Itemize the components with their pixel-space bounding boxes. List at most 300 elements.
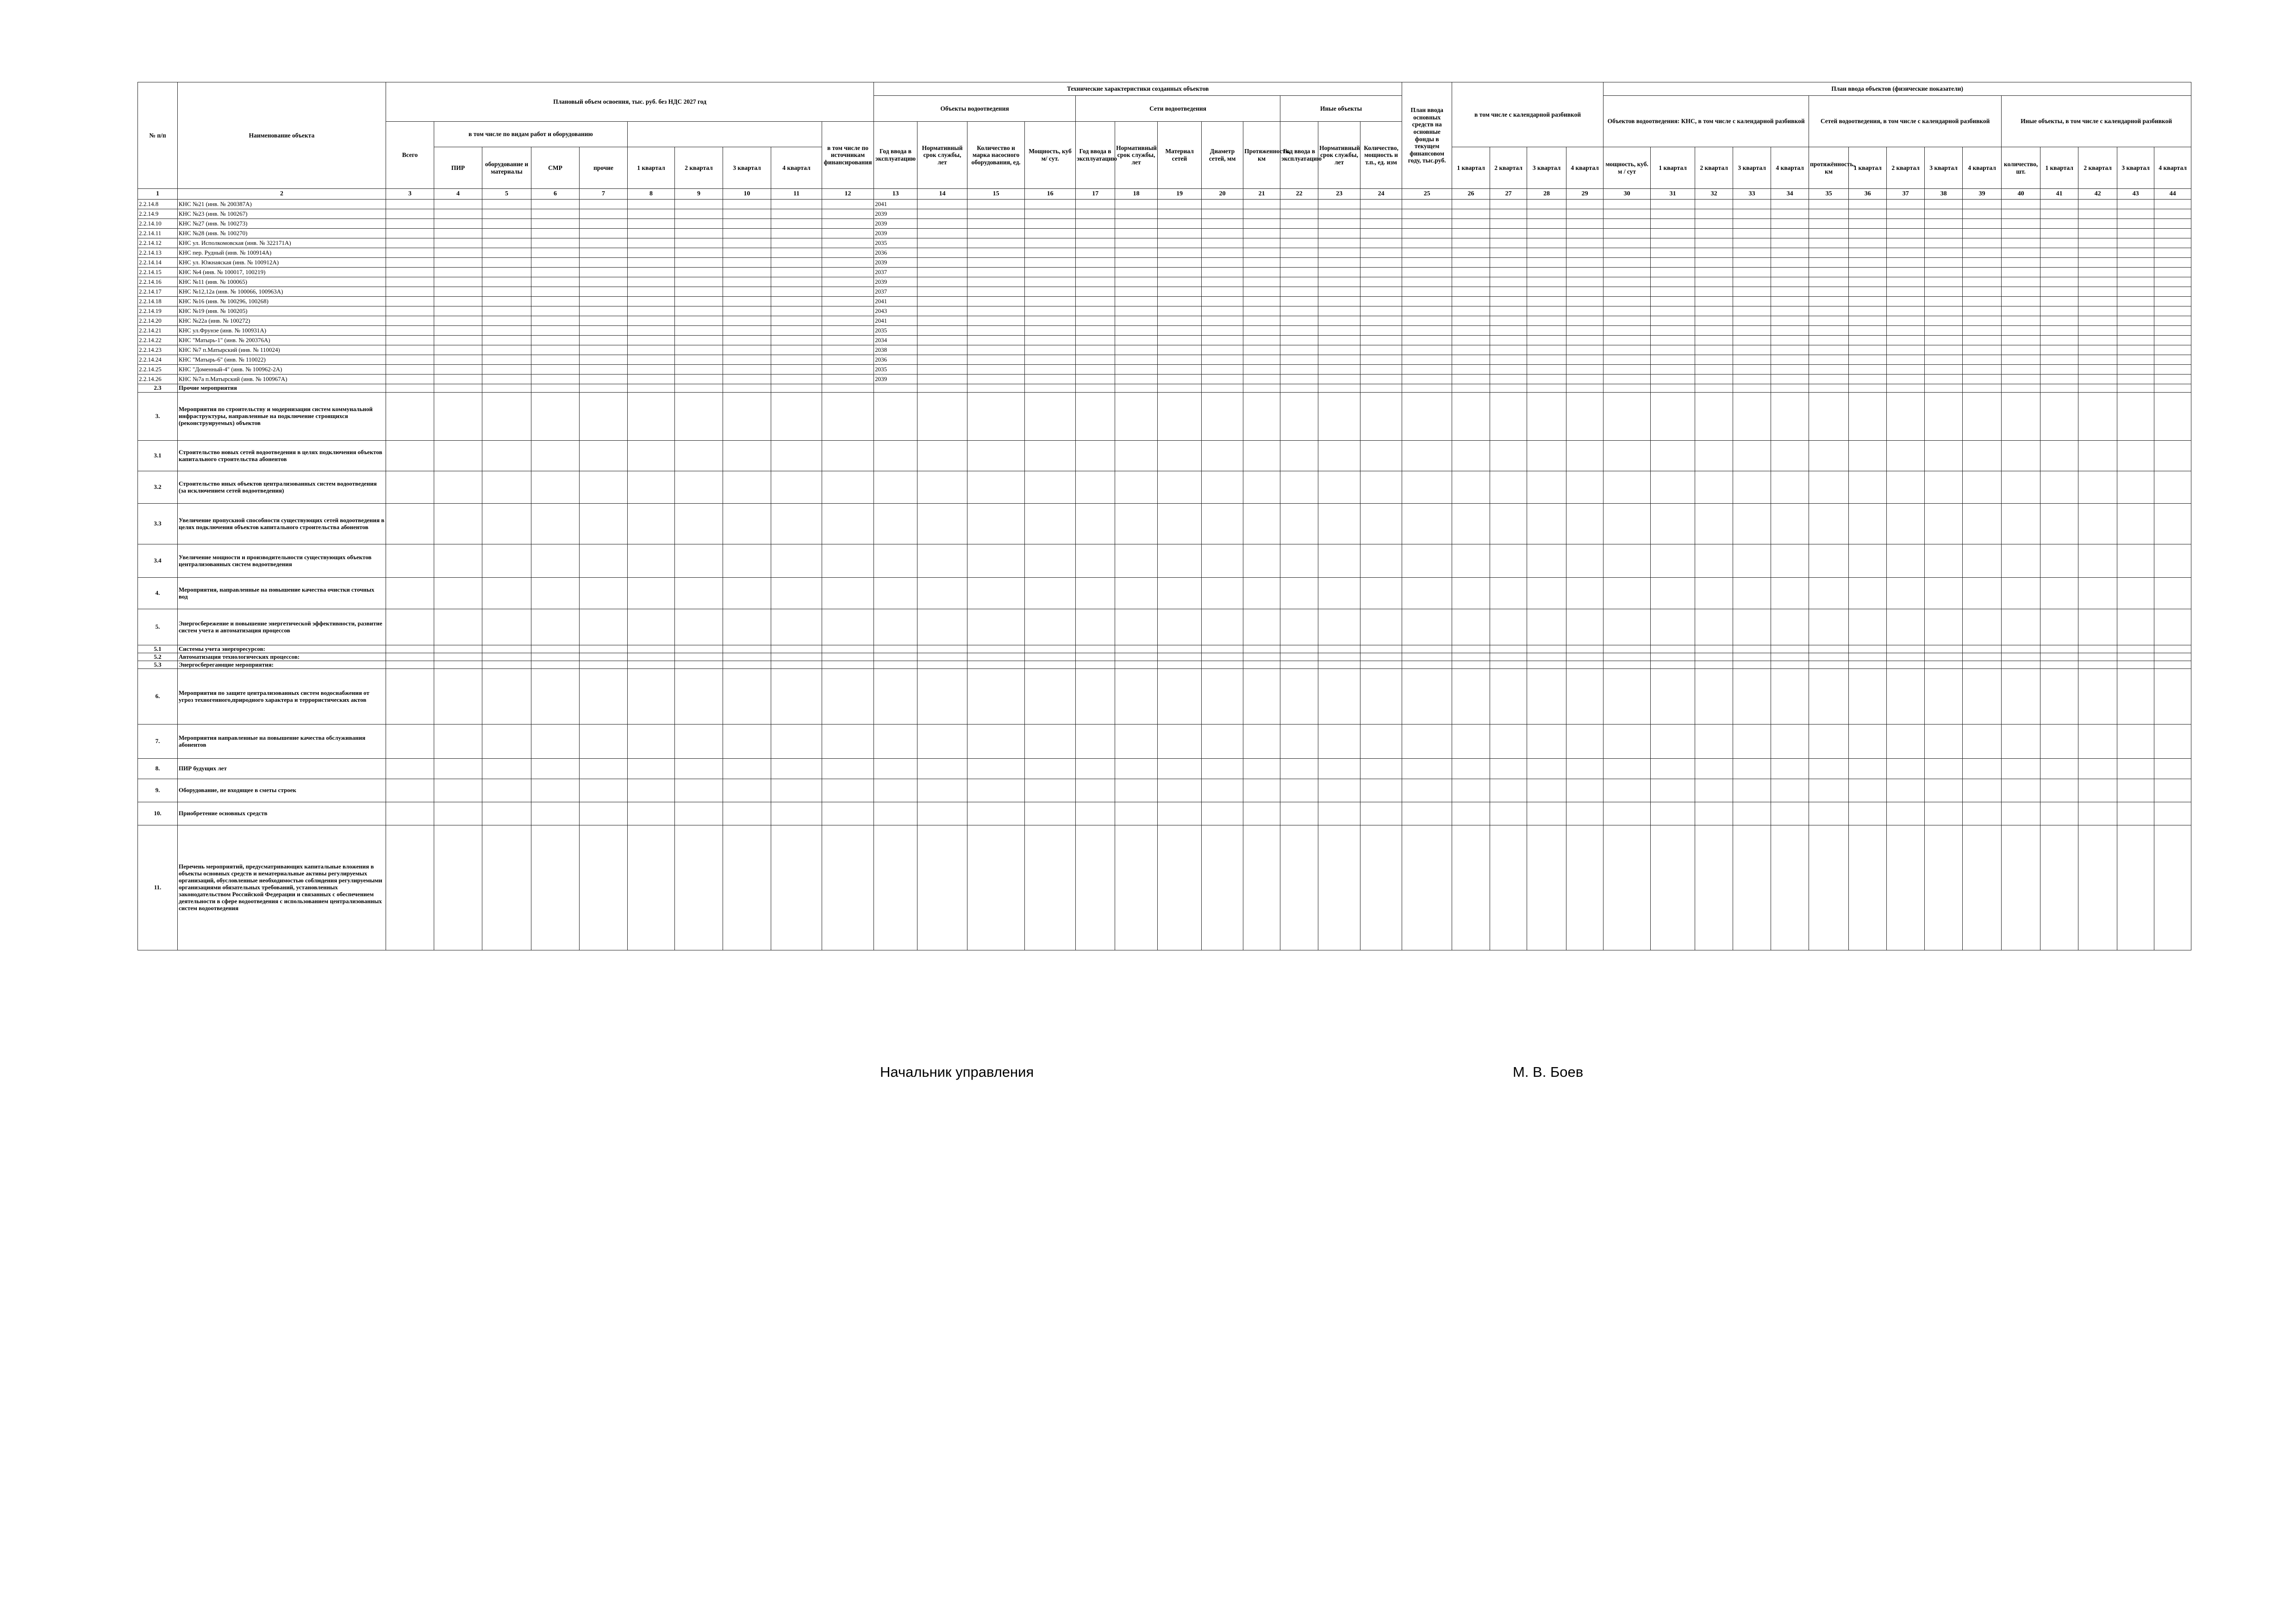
table-cell <box>1651 297 1695 306</box>
row-name: Перечень мероприятий, предусматривающих капитальные вложения в объекты основных средств и нематериальные активы регулируемых организаций, обусловленные необходимостью соблюдения регулируемыми организациями обязательных требований, установленных законодательством Российской Федерации и связанных с обеспечением деятельности в сфере водоотведения с использованием централизованных систем водоотведения <box>178 825 386 950</box>
table-cell <box>675 609 723 645</box>
table-cell <box>917 229 967 238</box>
table-cell <box>386 229 434 238</box>
table-cell <box>1280 297 1318 306</box>
table-cell <box>1695 219 1733 229</box>
table-cell <box>1695 287 1733 297</box>
table-cell <box>1566 336 1603 345</box>
table-cell <box>1360 297 1402 306</box>
table-cell <box>1025 268 1076 277</box>
table-cell <box>771 297 822 306</box>
table-cell <box>1849 759 1887 779</box>
table-cell <box>675 578 723 609</box>
table-cell <box>580 471 628 504</box>
table-cell <box>1733 384 1771 393</box>
table-cell <box>1925 609 1963 645</box>
table-cell <box>1527 645 1566 653</box>
table-cell <box>2040 200 2078 209</box>
table-cell <box>2002 306 2040 316</box>
table-cell <box>1025 297 1076 306</box>
table-cell <box>1925 661 1963 669</box>
table-cell <box>2154 669 2191 725</box>
table-cell <box>917 306 967 316</box>
table-cell <box>967 297 1025 306</box>
table-cell <box>1158 609 1202 645</box>
table-cell <box>1771 306 1809 316</box>
table-cell <box>967 200 1025 209</box>
header-cq4: 4 квартал <box>1566 147 1603 189</box>
table-cell <box>1603 725 1651 759</box>
table-cell <box>1887 209 1925 219</box>
table-cell <box>1280 277 1318 287</box>
table-cell <box>2002 544 2040 578</box>
table-cell <box>771 355 822 365</box>
table-cell <box>580 661 628 669</box>
table-cell <box>1566 277 1603 287</box>
table-cell <box>1651 345 1695 355</box>
table-cell <box>482 609 531 645</box>
table-cell <box>531 316 580 326</box>
table-cell <box>2040 297 2078 306</box>
table-cell <box>917 544 967 578</box>
table-cell <box>1402 725 1452 759</box>
table-cell <box>1076 669 1115 725</box>
table-cell <box>2117 306 2154 316</box>
table-cell <box>1809 544 1849 578</box>
table-cell <box>1603 661 1651 669</box>
table-cell <box>1243 725 1280 759</box>
row-name: КНС №12,12а (инв. № 100066, 100963А) <box>178 287 386 297</box>
table-cell <box>723 248 771 258</box>
table-cell <box>771 441 822 471</box>
table-cell <box>2040 316 2078 326</box>
table-cell <box>1402 238 1452 248</box>
table-cell <box>1733 345 1771 355</box>
table-cell <box>580 578 628 609</box>
table-cell <box>822 653 874 661</box>
table-cell <box>1887 779 1925 802</box>
table-cell <box>1360 384 1402 393</box>
table-cell <box>1771 297 1809 306</box>
table-cell <box>967 669 1025 725</box>
table-cell <box>1452 661 1490 669</box>
table-cell <box>1887 365 1925 375</box>
table-cell <box>628 471 675 504</box>
table-cell <box>1318 345 1360 355</box>
table-cell <box>1809 661 1849 669</box>
table-cell <box>1115 544 1158 578</box>
table-cell <box>771 238 822 248</box>
table-cell <box>482 365 531 375</box>
table-cell <box>1490 578 1527 609</box>
table-cell <box>434 336 482 345</box>
table-cell <box>1360 504 1402 544</box>
header-q4: 4 квартал <box>771 147 822 189</box>
table-cell <box>1025 661 1076 669</box>
table-cell <box>1360 365 1402 375</box>
table-cell <box>822 200 874 209</box>
table-cell <box>967 365 1025 375</box>
table-cell <box>1158 219 1202 229</box>
row-year-commission: 2043 <box>874 306 917 316</box>
table-cell <box>1280 248 1318 258</box>
table-cell <box>1202 355 1243 365</box>
table-cell <box>967 326 1025 336</box>
table-cell <box>1452 316 1490 326</box>
table-cell <box>1603 471 1651 504</box>
table-cell <box>580 326 628 336</box>
table-cell <box>1925 802 1963 825</box>
table-cell <box>2040 471 2078 504</box>
table-cell <box>771 393 822 441</box>
table-cell <box>771 229 822 238</box>
table-cell <box>628 544 675 578</box>
row-code: 2.2.14.21 <box>138 326 178 336</box>
table-cell <box>967 336 1025 345</box>
table-cell <box>482 287 531 297</box>
table-cell <box>1603 365 1651 375</box>
table-cell <box>917 355 967 365</box>
table-cell <box>1158 200 1202 209</box>
table-cell <box>723 355 771 365</box>
row-code: 2.2.14.9 <box>138 209 178 219</box>
table-cell <box>1603 384 1651 393</box>
column-number: 6 <box>531 189 580 200</box>
header-cq2: 2 квартал <box>1490 147 1527 189</box>
table-cell <box>1202 326 1243 336</box>
table-cell <box>1603 375 1651 384</box>
table-cell <box>1490 471 1527 504</box>
table-cell <box>1733 609 1771 645</box>
table-cell <box>2117 229 2154 238</box>
table-cell <box>386 248 434 258</box>
row-code: 8. <box>138 759 178 779</box>
table-cell <box>1527 268 1566 277</box>
table-cell <box>1603 504 1651 544</box>
table-cell <box>1527 375 1566 384</box>
table-cell <box>771 209 822 219</box>
table-cell <box>482 653 531 661</box>
table-cell <box>967 544 1025 578</box>
table-cell <box>771 219 822 229</box>
row-code: 5.2 <box>138 653 178 661</box>
table-cell <box>874 725 917 759</box>
row-code: 3.4 <box>138 544 178 578</box>
table-cell <box>1566 471 1603 504</box>
row-name: КНС №4 (инв. № 100017, 100219) <box>178 268 386 277</box>
table-cell <box>1887 238 1925 248</box>
table-cell <box>2117 759 2154 779</box>
table-cell <box>1566 384 1603 393</box>
table-cell <box>1771 355 1809 365</box>
table-cell <box>1490 375 1527 384</box>
table-cell <box>675 219 723 229</box>
table-cell <box>2002 504 2040 544</box>
header-quarters-gap <box>628 122 822 147</box>
row-year-commission: 2038 <box>874 345 917 355</box>
table-cell <box>434 316 482 326</box>
table-cell <box>1318 661 1360 669</box>
table-cell <box>967 759 1025 779</box>
table-cell <box>1887 200 1925 209</box>
table-cell <box>723 258 771 268</box>
table-cell <box>1771 802 1809 825</box>
table-cell <box>1733 661 1771 669</box>
table-cell <box>1566 238 1603 248</box>
table-cell <box>1202 375 1243 384</box>
table-cell <box>580 441 628 471</box>
table-cell <box>386 779 434 802</box>
table-cell <box>1158 802 1202 825</box>
table-cell <box>1651 277 1695 287</box>
table-cell <box>967 825 1025 950</box>
table-cell <box>1733 504 1771 544</box>
header-incl-calendar: в том числе с календарной разбивкой <box>1452 82 1603 147</box>
table-cell <box>531 802 580 825</box>
table-cell <box>1490 209 1527 219</box>
table-cell <box>822 441 874 471</box>
table-cell <box>917 258 967 268</box>
table-cell <box>1651 248 1695 258</box>
table-cell <box>1733 200 1771 209</box>
table-cell <box>1202 316 1243 326</box>
column-number: 17 <box>1076 189 1115 200</box>
table-cell <box>1360 609 1402 645</box>
table-cell <box>1076 306 1115 316</box>
table-cell <box>1490 316 1527 326</box>
table-cell <box>1158 287 1202 297</box>
table-cell <box>1402 825 1452 950</box>
row-name: ПИР будущих лет <box>178 759 386 779</box>
table-cell <box>1887 258 1925 268</box>
table-cell <box>2040 669 2078 725</box>
table-cell <box>1452 248 1490 258</box>
table-cell <box>1115 219 1158 229</box>
table-cell <box>1202 219 1243 229</box>
table-cell <box>1887 287 1925 297</box>
table-cell <box>917 725 967 759</box>
table-cell <box>1490 345 1527 355</box>
column-number: 25 <box>1402 189 1452 200</box>
table-cell <box>1527 258 1566 268</box>
table-cell <box>1651 504 1695 544</box>
table-cell <box>1527 725 1566 759</box>
row-year-commission: 2035 <box>874 365 917 375</box>
table-cell <box>1490 441 1527 471</box>
table-cell <box>1360 287 1402 297</box>
table-cell <box>1925 653 1963 661</box>
table-cell <box>917 219 967 229</box>
table-cell <box>434 653 482 661</box>
table-cell <box>874 802 917 825</box>
table-cell <box>1318 725 1360 759</box>
table-cell <box>2154 326 2191 336</box>
table-cell <box>434 441 482 471</box>
table-cell <box>482 248 531 258</box>
table-cell <box>2078 471 2117 504</box>
table-cell <box>917 277 967 287</box>
table-cell <box>1360 669 1402 725</box>
table-cell <box>482 645 531 653</box>
table-cell <box>1887 384 1925 393</box>
table-cell <box>1733 316 1771 326</box>
table-cell <box>1025 345 1076 355</box>
row-name: КНС №27 (инв. № 100273) <box>178 219 386 229</box>
table-cell <box>2002 759 2040 779</box>
table-cell <box>1115 725 1158 759</box>
table-cell <box>580 384 628 393</box>
column-number: 1 <box>138 189 178 200</box>
table-cell <box>434 355 482 365</box>
table-cell <box>1202 384 1243 393</box>
table-cell <box>1202 825 1243 950</box>
table-cell <box>1963 393 2002 441</box>
table-cell <box>1318 544 1360 578</box>
table-cell <box>482 277 531 287</box>
table-cell <box>1733 725 1771 759</box>
table-cell <box>1887 802 1925 825</box>
table-cell <box>1318 441 1360 471</box>
table-cell <box>1243 384 1280 393</box>
table-cell <box>917 825 967 950</box>
table-cell <box>531 471 580 504</box>
table-cell <box>1076 653 1115 661</box>
table-cell <box>1360 779 1402 802</box>
table-cell <box>434 375 482 384</box>
table-cell <box>1452 825 1490 950</box>
table-cell <box>1243 297 1280 306</box>
table-cell <box>675 365 723 375</box>
table-cell <box>1603 238 1651 248</box>
table-cell <box>1771 779 1809 802</box>
table-cell <box>675 393 723 441</box>
column-number: 30 <box>1603 189 1651 200</box>
table-cell <box>1402 375 1452 384</box>
table-cell <box>2078 355 2117 365</box>
table-cell <box>1202 345 1243 355</box>
table-cell <box>1695 297 1733 306</box>
table-cell <box>1158 384 1202 393</box>
table-cell <box>2040 229 2078 238</box>
table-cell <box>1115 669 1158 725</box>
table-cell <box>1733 393 1771 441</box>
table-cell <box>1158 759 1202 779</box>
table-cell <box>1566 544 1603 578</box>
table-cell <box>386 365 434 375</box>
table-cell <box>2040 268 2078 277</box>
table-cell <box>1025 200 1076 209</box>
table-cell <box>1963 645 2002 653</box>
table-cell <box>1360 355 1402 365</box>
column-number: 35 <box>1809 189 1849 200</box>
row-year-commission: 2039 <box>874 375 917 384</box>
table-cell <box>675 645 723 653</box>
table-cell <box>482 238 531 248</box>
table-cell <box>1651 441 1695 471</box>
table-cell <box>675 209 723 219</box>
table-cell <box>1809 609 1849 645</box>
table-cell <box>1925 200 1963 209</box>
table-cell <box>1076 336 1115 345</box>
table-cell <box>628 504 675 544</box>
table-cell <box>1695 316 1733 326</box>
table-cell <box>580 779 628 802</box>
table-cell <box>1963 336 2002 345</box>
table-cell <box>2002 355 2040 365</box>
table-cell <box>1360 268 1402 277</box>
row-year-commission: 2041 <box>874 316 917 326</box>
table-cell <box>482 802 531 825</box>
table-cell <box>1115 393 1158 441</box>
table-cell <box>822 229 874 238</box>
table-cell <box>2117 355 2154 365</box>
table-cell <box>628 238 675 248</box>
table-cell <box>771 471 822 504</box>
table-cell <box>771 504 822 544</box>
row-name: КНС №21 (инв. № 200387А) <box>178 200 386 209</box>
table-cell <box>1280 802 1318 825</box>
table-cell <box>1202 336 1243 345</box>
table-cell <box>531 609 580 645</box>
table-cell <box>2154 661 2191 669</box>
table-cell <box>1076 725 1115 759</box>
table-cell <box>580 504 628 544</box>
table-cell <box>1527 306 1566 316</box>
section-row <box>138 802 2191 825</box>
table-cell <box>1603 578 1651 609</box>
table-cell <box>723 277 771 287</box>
table-cell <box>917 375 967 384</box>
table-cell <box>1849 375 1887 384</box>
table-cell <box>1076 316 1115 326</box>
table-cell <box>1115 345 1158 355</box>
table-cell <box>1402 393 1452 441</box>
table-cell <box>1887 393 1925 441</box>
table-cell <box>1402 578 1452 609</box>
table-cell <box>1963 504 2002 544</box>
table-cell <box>1360 219 1402 229</box>
table-cell <box>1771 365 1809 375</box>
table-cell <box>1243 365 1280 375</box>
table-cell <box>1318 355 1360 365</box>
row-code: 2.3 <box>138 384 178 393</box>
header-funds-plan: План ввода основных средств на основные фонды в текущем финансовом году, тыс.руб. <box>1402 82 1452 189</box>
table-cell <box>1243 441 1280 471</box>
table-cell <box>1651 209 1695 219</box>
table-cell <box>1695 759 1733 779</box>
table-cell <box>1651 779 1695 802</box>
table-cell <box>1158 578 1202 609</box>
table-cell <box>1849 248 1887 258</box>
row-name: КНС "Матырь-6" (инв. № 110022) <box>178 355 386 365</box>
table-cell <box>967 355 1025 365</box>
table-cell <box>1115 365 1158 375</box>
header-net-life: Нормативный срок службы, лет <box>1115 122 1158 189</box>
row-code: 2.2.14.11 <box>138 229 178 238</box>
table-cell <box>675 248 723 258</box>
table-cell <box>1280 471 1318 504</box>
table-cell <box>2154 336 2191 345</box>
table-cell <box>531 248 580 258</box>
column-number: 42 <box>2078 189 2117 200</box>
header-tech-chars: Технические характеристики созданных объектов <box>874 82 1402 96</box>
table-cell <box>531 645 580 653</box>
table-cell <box>531 238 580 248</box>
table-cell <box>675 258 723 268</box>
table-cell <box>628 825 675 950</box>
table-cell <box>482 219 531 229</box>
table-cell <box>531 336 580 345</box>
